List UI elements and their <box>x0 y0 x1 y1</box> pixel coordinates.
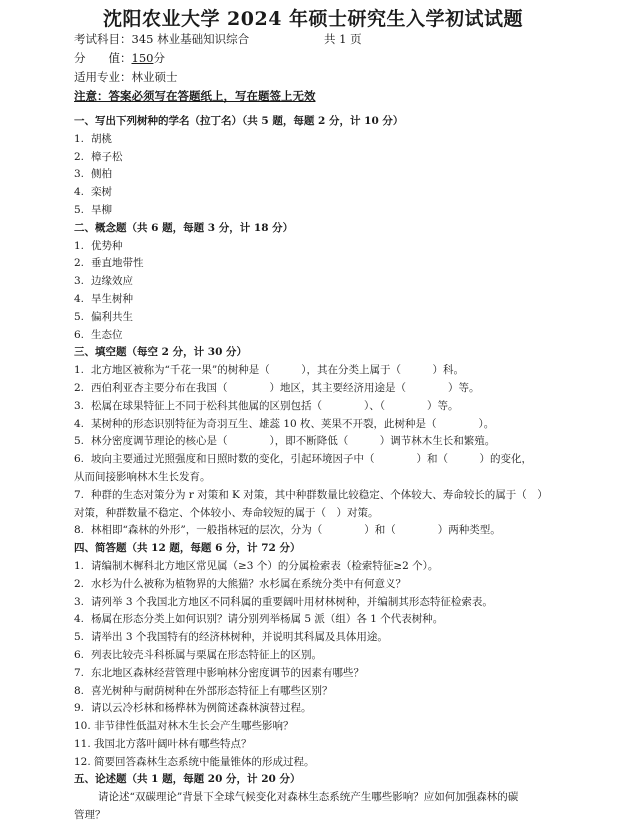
question-continuation: 对策，种群数量不稳定、个体较小、寿命较短的属于（ ）对策。 <box>74 506 379 519</box>
question-item: 3. 松属在球果特征上不同于松科其他属的区别包括（ ）、（ ）等。 <box>74 399 459 412</box>
question-item: 6. 列表比较壳斗科栎属与栗属在形态特征上的区别。 <box>74 648 322 661</box>
question-item: 3. 侧柏 <box>74 168 112 181</box>
question-item: 3. 边缘效应 <box>74 275 133 288</box>
question-item: 8. 林相即“森林的外形”，一般指林冠的层次，分为（ ）和（ ）两种类型。 <box>74 524 501 537</box>
question-item: 6. 坡向主要通过光照强度和日照时数的变化，引起环境因子中（ ）和（ ）的变化， <box>74 453 532 466</box>
question-item: 1. 请编制木樨科北方地区常见属（≥3 个）的分属检索表（检索特征≥2 个）。 <box>74 559 439 572</box>
major-label: 适用专业： <box>74 70 132 84</box>
question-item: 2. 樟子松 <box>74 150 123 163</box>
question-item: 5. 请举出 3 个我国特有的经济林树种，并说明其科属及具体用途。 <box>74 631 388 644</box>
exam-info <box>74 30 362 106</box>
question-item: 4. 某树种的形态识别特征为奇羽互生、雄蕊 10 枚、荚果不开裂，此树种是（ ）。 <box>74 417 495 430</box>
subject-value: 345 林业基础知识综合 <box>131 32 250 46</box>
question-item: 2. 西伯利亚杏主要分布在我国（ ）地区，其主要经济用途是（ ）等。 <box>74 381 480 394</box>
question-item: 1. 优势种 <box>74 239 123 252</box>
essay-continuation: 管理？ <box>74 809 106 822</box>
essay-question: 请论述“双碳理论”背景下全球气候变化对森林生态系统产生哪些影响？应如何加强森林的碳 <box>98 791 519 804</box>
question-item: 1. 胡桃 <box>74 132 112 145</box>
question-item: 9. 请以云冷杉林和杨桦林为例简述森林演替过程。 <box>74 702 312 715</box>
section-heading: 一、写出下列树种的学名（拉丁名）（共 5 题，每题 2 分，计 10 分） <box>74 115 404 127</box>
question-item: 5. 旱柳 <box>74 203 112 216</box>
section-heading: 三、填空题（每空 2 分，计 30 分） <box>74 346 248 359</box>
section-heading: 五、论述题（共 1 题，每题 20 分，计 20 分） <box>74 773 301 786</box>
major-value: 林业硕士 <box>131 70 178 84</box>
question-item: 5. 林分密度调节理论的核心是（ ），即不断降低（ ）调节林木生长和繁殖。 <box>74 435 496 448</box>
question-item: 2. 水杉为什么被称为植物界的大熊猫？水杉属在系统分类中有何意义？ <box>74 577 406 590</box>
score-value: 150 <box>131 51 154 65</box>
question-item: 11. 我国北方落叶阔叶林有哪些特点？ <box>74 737 252 750</box>
question-continuation: 从而间接影响林木生长发育。 <box>74 470 211 483</box>
subject-label: 考试科目： <box>74 32 132 46</box>
major-row <box>74 68 316 87</box>
score-unit: 分 <box>153 51 165 65</box>
question-item: 4. 杨属在形态分类上如何识别？请分别列举杨属 5 派（组）各 1 个代表树种。 <box>74 613 444 626</box>
subject-row <box>74 30 362 49</box>
score-row <box>74 49 316 68</box>
question-item: 7. 种群的生态对策分为 r 对策和 K 对策，其中种群数量比较稳定、个体较大、寿命较长的属于（ ） <box>74 488 548 501</box>
question-item: 1. 北方地区被称为“千花一果”的树种是（ ），其在分类上属于（ ）科。 <box>74 364 464 377</box>
question-item: 7. 东北地区森林经营管理中影响林分密度调节的因素有哪些？ <box>74 666 364 679</box>
answer-notice: 注意：答案必须写在答题纸上，写在题签上无效 <box>74 89 316 103</box>
score-label: 分 值： <box>74 51 132 65</box>
question-item: 4. 旱生树种 <box>74 292 133 305</box>
question-item: 10. 非节律性低温对林木生长会产生哪些影响？ <box>74 720 294 733</box>
question-item: 6. 生态位 <box>74 328 123 341</box>
section-heading: 二、概念题（共 6 题，每题 3 分，计 18 分） <box>74 221 294 234</box>
question-item: 4. 栾树 <box>74 186 112 199</box>
page-count: 共 1 页 <box>324 32 362 46</box>
question-item: 12. 简要回答森林生态系统中能量锥体的形成过程。 <box>74 755 315 768</box>
question-item: 8. 喜光树种与耐荫树种在外部形态特征上有哪些区别？ <box>74 684 333 697</box>
question-item: 2. 垂直地带性 <box>74 257 144 270</box>
section-heading: 四、简答题（共 12 题，每题 6 分，计 72 分） <box>74 542 301 555</box>
question-item: 5. 偏利共生 <box>74 310 133 323</box>
exam-content <box>74 113 564 825</box>
exam-title: 沈阳农业大学 2024 年硕士研究生入学初试试题 <box>102 8 524 30</box>
question-item: 3. 请列举 3 个我国北方地区不同科属的重要阔叶用材林树种，并编制其形态特征检索表。 <box>74 595 493 608</box>
